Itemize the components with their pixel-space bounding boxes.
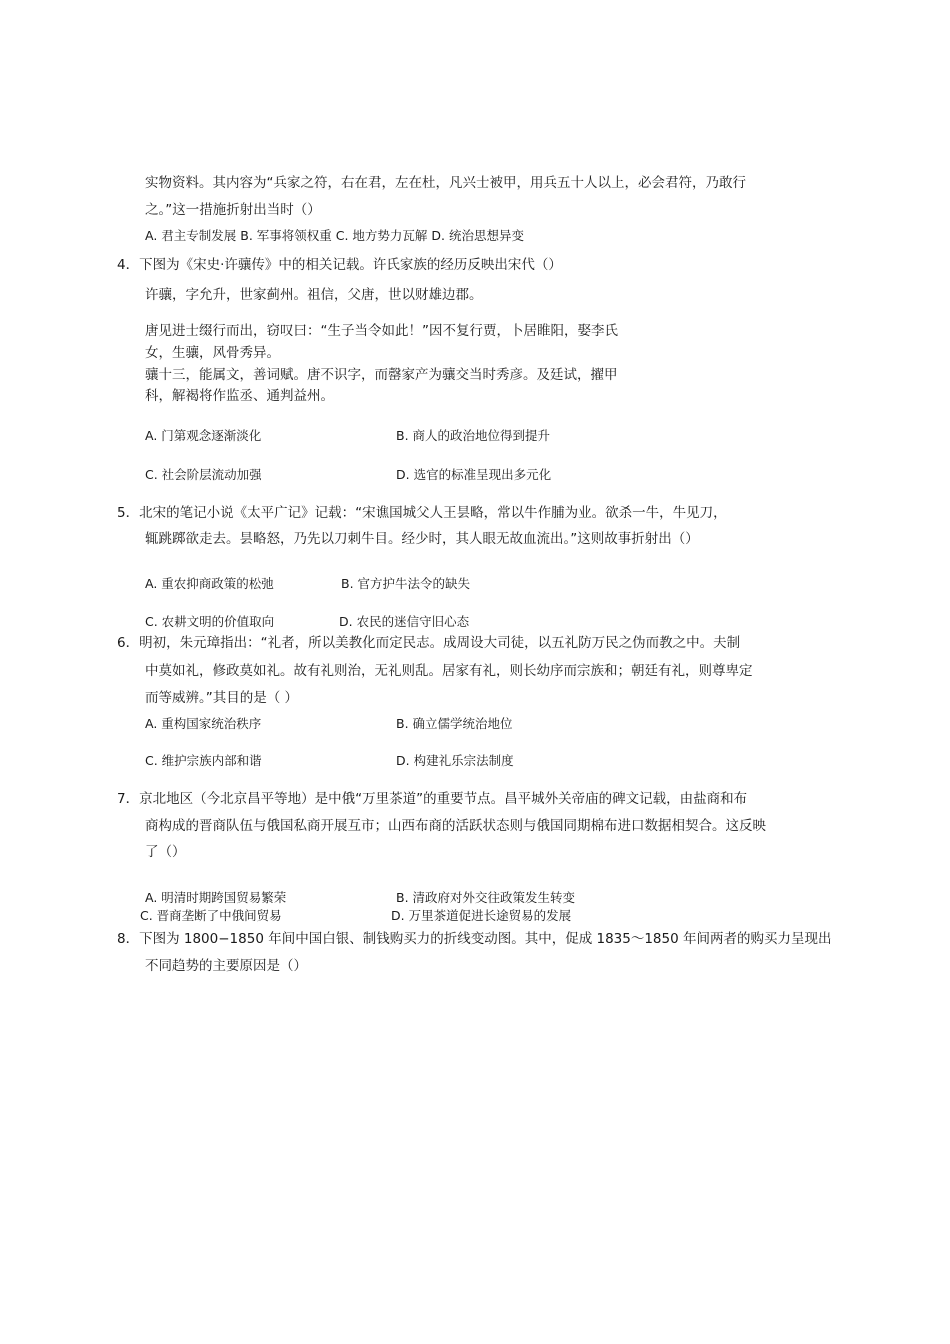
q6-stem-line-1: 6．明初，朱元璋指出：“礼者，所以美教化而定民志。成周设大司徒，以五礼防万民之伪而教之中。夫制 [117, 635, 741, 651]
q4-excerpt-line-2: 唐见进士缀行而出，窃叹曰：“生子当令如此！”因不复行贾，卜居睢阳，娶李氏 [145, 323, 618, 339]
q6-option-b: B. 确立儒学统治地位 [396, 716, 513, 731]
q4-option-d: D. 选官的标准呈现出多元化 [396, 467, 552, 482]
q4-option-b: B. 商人的政治地位得到提升 [396, 428, 551, 443]
q7-stem-line-1: 7．京北地区（今北京昌平等地）是中俄“万里茶道”的重要节点。昌平城外关帝庙的碑文记载，由盐商和布 [117, 791, 748, 807]
q7-option-b: B. 清政府对外交往政策发生转变 [396, 890, 576, 905]
q6-option-c: C. 维护宗族内部和谐 [145, 753, 262, 768]
q4-option-a: A. 门第观念逐渐淡化 [145, 428, 262, 443]
q4-excerpt-line-1: 许骧，字允升，世家蓟州。祖信，父唐，世以财雄边郡。 [145, 287, 483, 303]
q8-stem-line-1: 8．下图为 1800−1850 年间中国白银、制钱购买力的折线变动图。其中，促成 1835～1850 年间两者的购买力呈现出 [117, 931, 832, 947]
q5-option-b: B. 官方护牛法令的缺失 [341, 576, 471, 591]
q4-excerpt-line-4: 骧十三，能属文，善词赋。唐不识字，而罄家产为骧交当时秀彦。及廷试，擢甲 [145, 367, 618, 383]
q7-option-c: C. 晋商垄断了中俄间贸易 [140, 908, 282, 923]
q4-stem: 4．下图为《宋史·许骧传》中的相关记载。许氏家族的经历反映出宋代（） [117, 257, 562, 273]
q7-stem-line-3: 了（） [145, 844, 186, 860]
q3-stem-line-1: 实物资料。其内容为“兵家之符，右在君，左在杜，凡兴士被甲，用兵五十人以上，必会君符，乃敢行 [145, 175, 746, 191]
q3-stem-line-2: 之。”这一措施折射出当时（） [145, 202, 321, 218]
q3-options: A. 君主专制发展 B. 军事将领权重 C. 地方势力瓦解 D. 统治思想异变 [145, 228, 524, 243]
q5-stem-line-1: 5．北宋的笔记小说《太平广记》记载：“宋谯国城父人王昙略，常以牛作脯为业。欲杀一牛，牛见刀， [117, 505, 727, 521]
q6-stem-line-3: 而等威辨。”其目的是（ ） [145, 690, 299, 706]
q5-stem-line-2: 辄跳踯欲走去。昙略怒，乃先以刀刺牛目。经少时，其人眼无故血流出。”这则故事折射出（） [145, 531, 699, 547]
q4-option-c: C. 社会阶层流动加强 [145, 467, 262, 482]
q7-option-a: A. 明清时期跨国贸易繁荣 [145, 890, 287, 905]
q7-stem-line-2: 商构成的晋商队伍与俄国私商开展互市；山西布商的活跃状态则与俄国同期棉布进口数据相契合。这反映 [145, 818, 766, 834]
q4-excerpt-line-3: 女，生骧，风骨秀异。 [145, 345, 280, 361]
q6-option-a: A. 重构国家统治秩序 [145, 716, 262, 731]
q7-option-d: D. 万里茶道促进长途贸易的发展 [391, 908, 572, 923]
q5-option-a: A. 重农抑商政策的松弛 [145, 576, 274, 591]
q4-excerpt-line-5: 科，解褐将作监丞、通判益州。 [145, 388, 334, 404]
q6-stem-line-2: 中莫如礼，修政莫如礼。故有礼则治，无礼则乱。居家有礼，则长幼序而宗族和；朝廷有礼，则尊卑定 [145, 663, 753, 679]
q5-option-c: C. 农耕文明的价值取向 [145, 614, 275, 629]
q8-stem-line-2: 不同趋势的主要原因是（） [145, 958, 307, 974]
q5-option-d: D. 农民的迷信守旧心态 [339, 614, 470, 629]
q6-option-d: D. 构建礼乐宗法制度 [396, 753, 514, 768]
